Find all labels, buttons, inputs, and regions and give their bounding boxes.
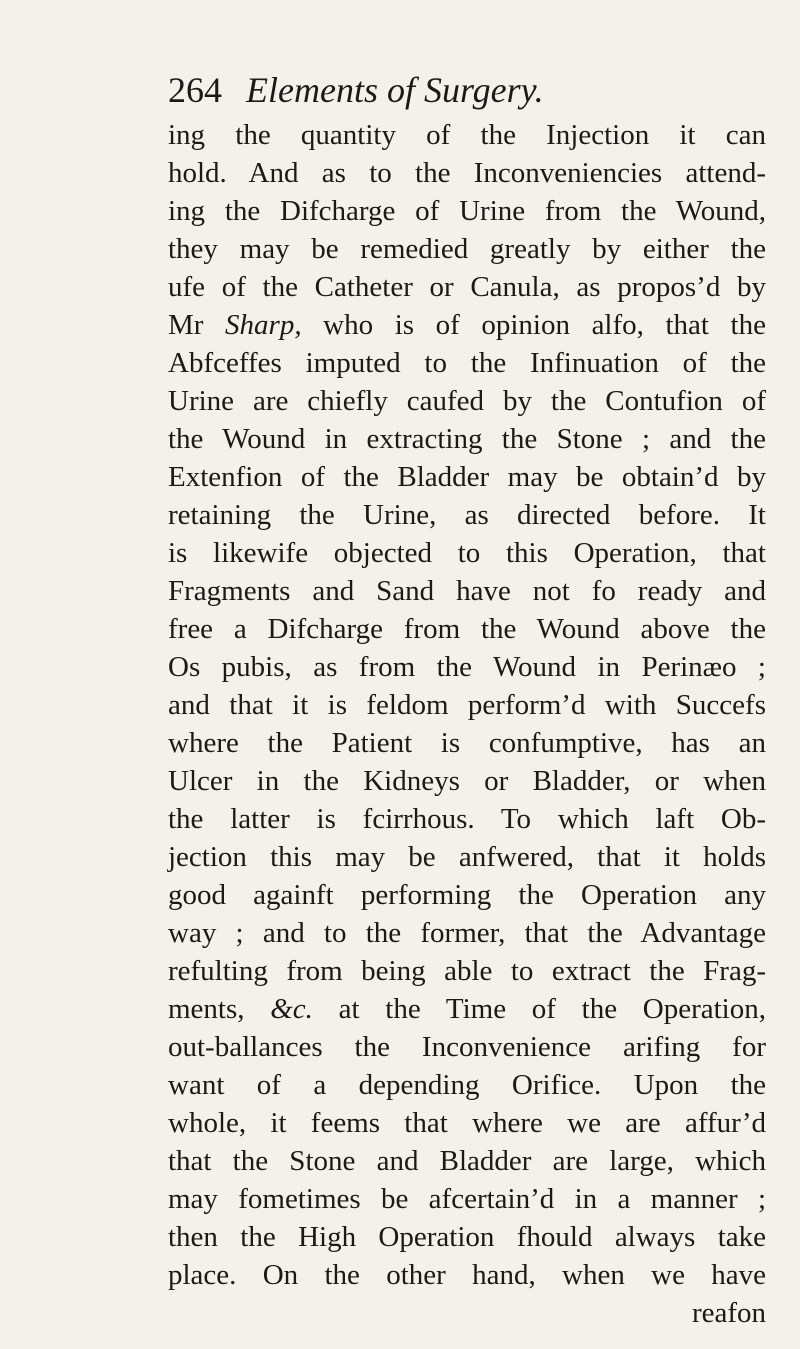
text-segment: ing the Difcharge of Urine from the Wound, [168, 195, 766, 227]
text-line [168, 800, 766, 838]
text-segment: retaining the Urine, as directed before. It [168, 499, 766, 531]
text-line [168, 990, 766, 1028]
text-segment: hold. And as to the Inconveniencies attend- [168, 157, 766, 189]
page-header [168, 66, 544, 114]
text-segment: Ulcer in the Kidneys or Bladder, or when [168, 765, 766, 797]
text-segment: Extenfion of the Bladder may be obtain’d by [168, 461, 766, 493]
text-line [168, 1294, 766, 1332]
page-number: 264 [168, 70, 222, 110]
text-line [168, 154, 766, 192]
text-segment: Fragments and Sand have not fo ready and [168, 575, 766, 607]
text-line [168, 458, 766, 496]
text-line [168, 876, 766, 914]
text-segment: ufe of the Catheter or Canula, as propos’d by [168, 271, 766, 303]
text-line [168, 762, 766, 800]
text-segment: Mr [168, 309, 226, 341]
text-line [168, 192, 766, 230]
text-segment: Urine are chiefly caufed by the Contufion of [168, 385, 766, 417]
text-line [168, 914, 766, 952]
text-line [168, 268, 766, 306]
text-line [168, 534, 766, 572]
text-segment: place. On the other hand, when we have [168, 1259, 766, 1291]
text-segment: want of a depending Orifice. Upon the [168, 1069, 766, 1101]
text-line [168, 382, 766, 420]
text-segment: whole, it feems that where we are affur’d [168, 1107, 766, 1139]
italic-text: Sharp, [225, 309, 302, 341]
text-line [168, 306, 766, 344]
text-line [168, 496, 766, 534]
text-line [168, 572, 766, 610]
text-segment: jection this may be anfwered, that it holds [168, 841, 766, 873]
text-segment: ments, [168, 993, 271, 1025]
text-line [168, 230, 766, 268]
text-segment: the latter is fcirrhous. To which laft Ob- [168, 803, 766, 835]
italic-text: &c. [270, 993, 313, 1025]
text-line [168, 1180, 766, 1218]
text-segment: and that it is feldom perform’d with Succefs [168, 689, 766, 721]
text-segment: who is of opinion alfo, that the [301, 309, 766, 341]
text-line [168, 686, 766, 724]
text-segment: free a Difcharge from the Wound above the [168, 613, 766, 645]
text-line [168, 420, 766, 458]
text-segment: out-ballances the Inconvenience arifing for [168, 1031, 766, 1063]
text-segment: the Wound in extracting the Stone ; and the [168, 423, 766, 455]
text-segment: is likewife objected to this Operation, that [168, 537, 766, 569]
text-segment: may fometimes be afcertain’d in a manner ; [168, 1183, 766, 1215]
text-segment: reafon [691, 1297, 766, 1329]
text-segment: Abfceffes imputed to the Infinuation of the [168, 347, 766, 379]
text-line [168, 838, 766, 876]
text-line [168, 1104, 766, 1142]
text-segment: way ; and to the former, that the Advantage [168, 917, 766, 949]
text-line [168, 648, 766, 686]
text-segment: that the Stone and Bladder are large, which [168, 1145, 766, 1177]
text-segment: at the Time of the Operation, [312, 993, 766, 1025]
text-segment: where the Patient is confumptive, has an [168, 727, 766, 759]
text-segment: ing the quantity of the Injection it can [168, 119, 766, 151]
text-line [168, 1256, 766, 1294]
text-line [168, 116, 766, 154]
running-title: Elements of Surgery. [246, 70, 544, 110]
text-segment: refulting from being able to extract the Frag- [168, 955, 766, 987]
text-segment: then the High Operation fhould always take [168, 1221, 766, 1253]
text-line [168, 344, 766, 382]
text-segment: good againft performing the Operation any [168, 879, 766, 911]
text-line [168, 1218, 766, 1256]
text-line [168, 952, 766, 990]
text-line [168, 1142, 766, 1180]
text-segment: they may be remedied greatly by either the [168, 233, 766, 265]
text-line [168, 1028, 766, 1066]
text-line [168, 610, 766, 648]
text-segment: Os pubis, as from the Wound in Perinæo ; [168, 651, 766, 683]
text-line [168, 1066, 766, 1104]
text-line [168, 724, 766, 762]
